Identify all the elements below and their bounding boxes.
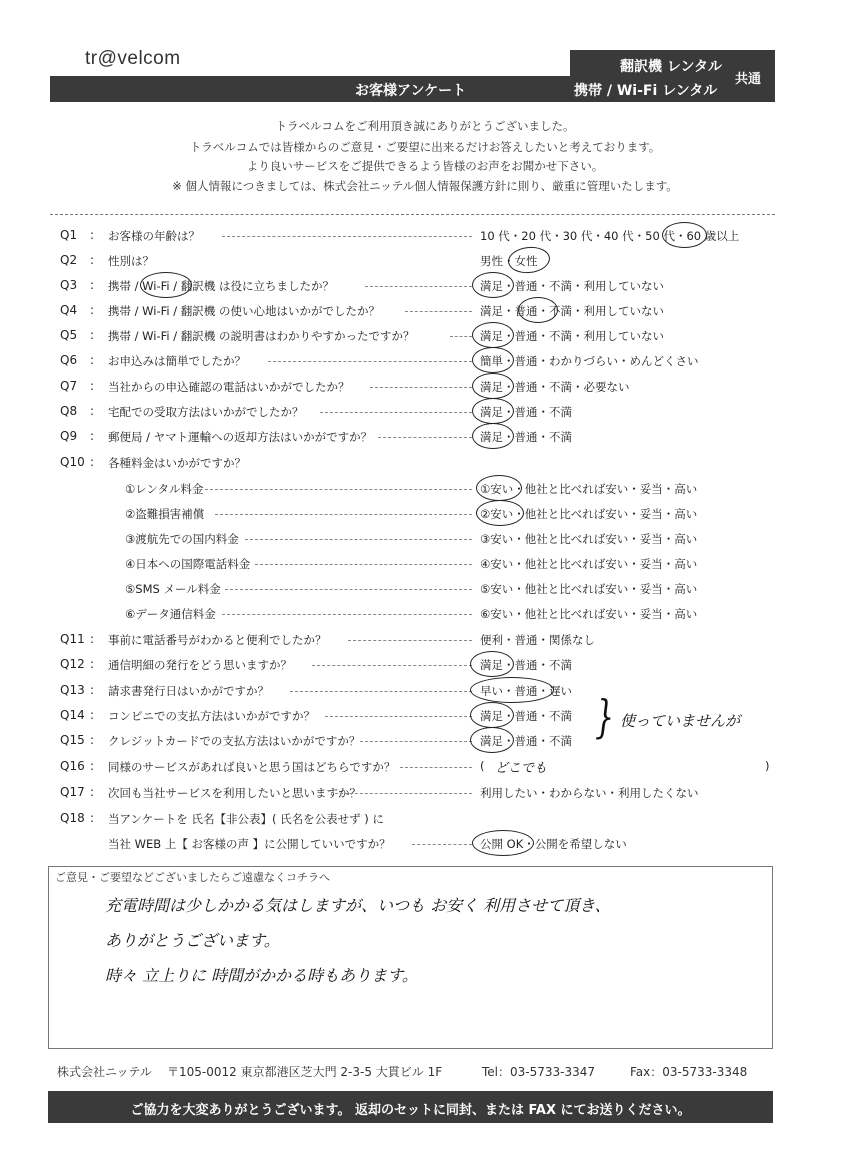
question-label: Q1 [60,228,78,242]
answer-circle [472,373,514,399]
answer-circle [507,245,551,275]
answer-options[interactable]: 利用したい・わからない・利用したくない [480,786,699,800]
answer-options[interactable]: 満足・普通・不満 [480,658,572,672]
answer-circle [476,475,522,501]
question-label: Q18 [60,811,85,825]
question-text: 当社からの申込確認の電話はいかがでしたか？ [108,380,350,394]
footer-fax: Fax：03-5733-3348 [630,1065,748,1079]
handwritten-comment-line-2: ありがとうございます。 [105,931,280,950]
brace-mark: } [595,691,615,744]
question-text: 携帯 / Wi-Fi / 翻訳機 は役に立ちましたか？ [108,279,334,293]
answer-circle [472,347,514,373]
question-text: 携帯 / Wi-Fi / 翻訳機 の使い心地はいかがでしたか？ [108,304,380,318]
answer-circle [472,423,514,449]
question-label: Q12 [60,657,85,671]
answer-options[interactable]: 満足・普通・不満・利用していない [480,304,664,318]
q16-close-paren: ) [765,759,770,773]
rental-line-translator: 翻訳機 レンタル [620,59,722,75]
question-text: 通信明細の発行をどう思いますか？ [108,658,292,672]
answer-options[interactable]: 公開 OK・公開を希望しない [480,837,627,851]
answer-circle [662,222,707,248]
answer-circle [518,297,558,323]
q10-item-text: ⑥データ通信料金 [125,607,216,621]
question-label: Q3 [60,278,78,292]
comment-label: ご意見・ご要望などございましたらご遠慮なくコチラへ [55,871,330,884]
survey-title: お客様アンケート [355,83,467,99]
question-label: Q6 [60,353,78,367]
question-text: 事前に電話番号がわかると便利でしたか？ [108,633,327,647]
footer-address: 〒105-0012 東京都港区芝大門 2-3-5 大貫ビル 1F [167,1065,443,1079]
answer-options[interactable]: ③安い・他社と比べれば安い・妥当・高い [480,532,698,546]
section-divider [50,214,775,215]
answer-circle [470,727,514,753]
answer-options[interactable]: ②安い・他社と比べれば安い・妥当・高い [480,507,698,521]
question-text: クレジットカードでの支払方法はいかがですか？ [108,734,361,748]
rental-line-mobile: 携帯 / Wi-Fi レンタル [574,83,718,99]
question-label: Q4 [60,303,78,317]
question-label: Q16 [60,759,85,773]
answer-options[interactable]: ④安い・他社と比べれば安い・妥当・高い [480,557,698,571]
question-text: 携帯 / Wi-Fi / 翻訳機 の説明書はわかりやすかったですか？ [108,329,415,343]
question-text: お客様の年齢は？ [108,229,200,243]
answer-options[interactable]: 便利・普通・関係なし [480,633,595,647]
question-text: 宅配での受取方法はいかがでしたか？ [108,405,304,419]
travelcom-logo: tr@velcom [85,48,181,69]
handwritten-q16-answer: どこでも [495,761,548,776]
question-label: Q7 [60,379,78,393]
question-text: 次回も当社サービスを利用したいと思いますか？ [108,786,361,800]
question-text: 同様のサービスがあれば良いと思う国はどちらですか？ [108,760,396,774]
answer-options[interactable]: 満足・普通・不満 [480,405,572,419]
footer-company: 株式会社ニッテル [57,1065,152,1079]
question-text-2: 当社 WEB 上【 お客様の声 】に公開していいですか？ [108,837,391,851]
question-text: お申込みは簡単でしたか？ [108,354,246,368]
q10-item-text: ②盗難損害補償 [125,507,205,521]
question-label: Q8 [60,404,78,418]
q10-item-text: ⑤SMS メール料金 [125,582,221,596]
answer-circle [472,272,514,298]
answer-options[interactable]: ⑤安い・他社と比べれば安い・妥当・高い [480,582,698,596]
answer-circle [470,702,514,728]
intro-line-3: より良いサービスをご提供できるよう皆様のお声をお聞かせ下さい。 [246,159,604,173]
answer-options[interactable]: 満足・普通・不満・利用していない [480,329,664,343]
question-text: 請求書発行日はいかがですか？ [108,684,269,698]
q10-item-text: ①レンタル料金 [125,482,204,496]
question-text: 各種料金はいかがですか？ [108,456,246,470]
answer-circle [472,830,534,856]
intro-line-2: トラベルコムでは皆様からのご意見・ご要望に出来るだけお答えしたいと考えております。 [189,140,661,154]
question-label: Q11 [60,632,85,646]
question-label: Q17 [60,785,85,799]
question-label: Q13 [60,683,85,697]
answer-options[interactable]: 満足・普通・不満 [480,709,572,723]
answer-options[interactable]: 満足・普通・不満・必要ない [480,380,630,394]
question-label: Q10 [60,455,85,469]
question-label: Q14 [60,708,85,722]
question-label: Q2 [60,253,78,267]
answer-options[interactable]: 簡単・普通・わかりづらい・めんどくさい [480,354,699,368]
question-label: Q9 [60,429,78,443]
question-text: 性別は？ [108,254,154,268]
answer-circle [470,677,554,703]
answer-options[interactable]: ①安い・他社と比べれば安い・妥当・高い [480,482,698,496]
question-label: Q5 [60,328,78,342]
answer-options[interactable]: 満足・普通・不満・利用していない [480,279,664,293]
q16-open-paren: ( [480,759,485,773]
answer-circle [472,398,514,424]
q10-item-text: ③渡航先での国内料金 [125,532,239,546]
answer-circle [470,651,514,677]
answer-options[interactable]: 男性・女性 [480,254,538,268]
answer-circle [140,272,192,298]
footer-message: ご協力を大変ありがとうございます。 返却のセットに同封、または FAX にてお送りください。 [130,1103,691,1118]
common-label: 共通 [735,72,762,87]
intro-line-1: トラベルコムをご利用頂き誠にありがとうございました。 [275,119,575,133]
answer-options[interactable]: 満足・普通・不満 [480,430,572,444]
handwritten-comment-line-3: 時々 立上りに 時間がかかる時もあります。 [105,966,418,985]
intro-line-4: ※ 個人情報につきましては、株式会社ニッテル個人情報保護方針に則り、厳重に管理いたします。 [172,179,678,193]
answer-options[interactable]: 10 代・20 代・30 代・40 代・50 代・60 歳以上 [480,229,740,243]
footer-tel: Tel：03-5733-3347 [482,1065,596,1079]
answer-options[interactable]: 早い・普通・遅い [480,684,572,698]
question-text: 当アンケートを 氏名【非公表】( 氏名を公表せず ) に [108,812,384,826]
question-text: 郵便局 / ヤマト運輸への返却方法はいかがですか？ [108,430,373,444]
handwritten-comment-line-1: 充電時間は少しかかる気はしますが、いつも お安く 利用させて頂き、 [105,896,611,915]
q10-item-text: ④日本への国際電話料金 [125,557,251,571]
handwritten-q14-15-note: 使っていませんが [620,712,741,730]
answer-circle [476,500,524,526]
answer-options[interactable]: ⑥安い・他社と比べれば安い・妥当・高い [480,607,698,621]
answer-options[interactable]: 満足・普通・不満 [480,734,572,748]
question-text: コンビニでの支払方法はいかがですか？ [108,709,315,723]
answer-circle [472,322,514,348]
question-label: Q15 [60,733,85,747]
